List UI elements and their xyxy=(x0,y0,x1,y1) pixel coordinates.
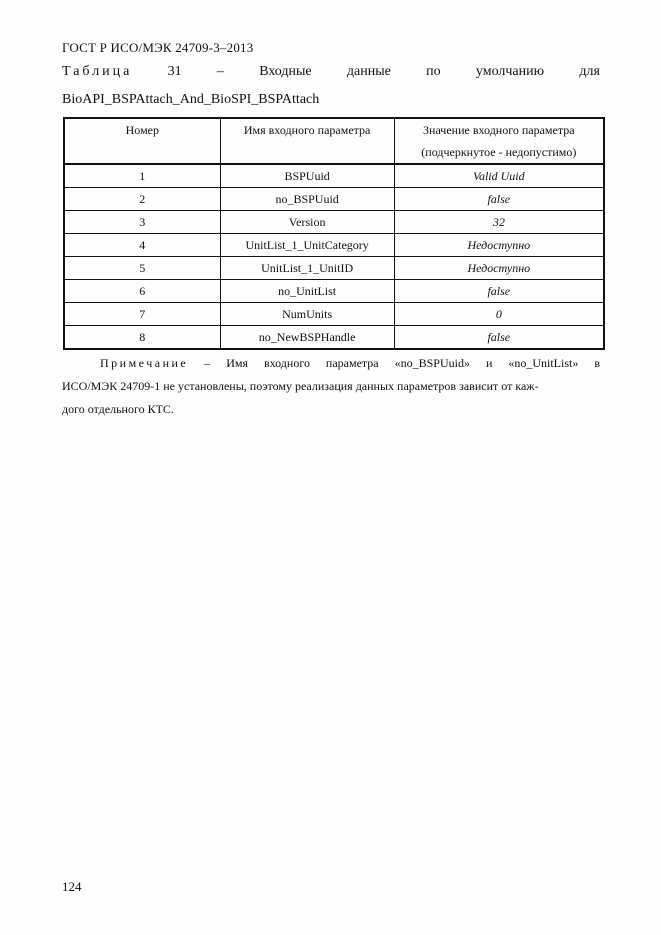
header-value-line1: Значение входного параметра xyxy=(423,123,575,137)
caption-word: умолчанию xyxy=(475,64,545,79)
row-value: false xyxy=(394,326,604,350)
table-row xyxy=(64,257,604,280)
row-number: 7 xyxy=(64,303,220,326)
table-row xyxy=(64,234,604,257)
caption-function-name: BioAPI_BSPAttach_And_BioSPI_BSPAttach xyxy=(62,92,320,107)
header-param-name: Имя входного параметра xyxy=(220,118,394,164)
header-number: Номер xyxy=(64,118,220,164)
row-value: false xyxy=(394,188,604,211)
table-row xyxy=(64,303,604,326)
note-word: и xyxy=(485,356,493,370)
row-param-name: no_NewBSPHandle xyxy=(220,326,394,350)
note-word: в xyxy=(594,356,600,370)
table-row xyxy=(64,188,604,211)
table-note xyxy=(62,352,600,421)
row-value: 32 xyxy=(394,211,604,234)
row-value: 0 xyxy=(394,303,604,326)
table-row xyxy=(64,164,604,188)
note-line-3: дого отдельного КТС. xyxy=(62,402,174,416)
header-value-line2: (подчеркнутое - недопустимо) xyxy=(421,145,577,159)
row-value: Недоступно xyxy=(394,257,604,280)
caption-dash: – xyxy=(216,64,224,79)
row-param-name: BSPUuid xyxy=(220,164,394,188)
row-param-name: no_UnitList xyxy=(220,280,394,303)
row-param-name: UnitList_1_UnitID xyxy=(220,257,394,280)
caption-word: для xyxy=(579,64,600,79)
default-input-data-table xyxy=(63,117,605,350)
row-param-name: UnitList_1_UnitCategory xyxy=(220,234,394,257)
row-param-name: no_BSPUuid xyxy=(220,188,394,211)
note-word: – xyxy=(204,356,211,370)
row-number: 3 xyxy=(64,211,220,234)
row-number: 5 xyxy=(64,257,220,280)
note-word: входного xyxy=(263,356,310,370)
row-number: 2 xyxy=(64,188,220,211)
note-word: Имя xyxy=(226,356,248,370)
row-number: 4 xyxy=(64,234,220,257)
table-row xyxy=(64,211,604,234)
row-number: 1 xyxy=(64,164,220,188)
row-param-name: Version xyxy=(220,211,394,234)
note-word: «no_UnitList» xyxy=(508,356,579,370)
note-word: параметра xyxy=(325,356,379,370)
table-caption xyxy=(62,64,600,80)
note-line-2: ИСО/МЭК 24709-1 не установлены, поэтому реализация данных параметров зависит от каж- xyxy=(62,379,539,393)
row-number: 8 xyxy=(64,326,220,350)
row-number: 6 xyxy=(64,280,220,303)
row-value: Недоступно xyxy=(394,234,604,257)
table-row xyxy=(64,280,604,303)
note-line-1 xyxy=(62,352,600,375)
row-param-name: NumUnits xyxy=(220,303,394,326)
row-value: false xyxy=(394,280,604,303)
table-row xyxy=(64,326,604,350)
caption-word: Входные xyxy=(259,64,312,79)
document-header: ГОСТ Р ИСО/МЭК 24709-3–2013 xyxy=(62,40,254,55)
caption-label: Таблица xyxy=(62,64,133,79)
header-value xyxy=(394,118,604,164)
caption-word: по xyxy=(426,64,441,79)
caption-number: 31 xyxy=(167,64,182,79)
row-value: Valid Uuid xyxy=(394,164,604,188)
note-label: Примечание xyxy=(100,356,189,370)
caption-word: данные xyxy=(346,64,391,79)
page-number: 124 xyxy=(62,879,82,894)
note-word: «no_BSPUuid» xyxy=(394,356,470,370)
